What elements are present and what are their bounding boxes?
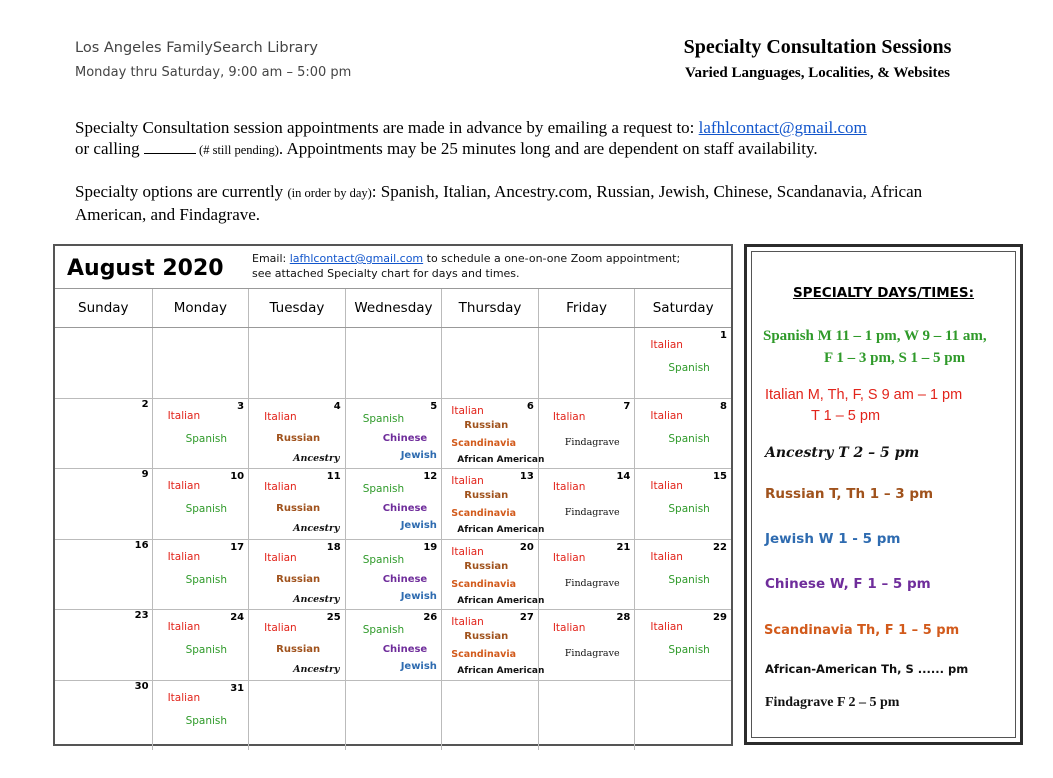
session-spanish: Spanish: [362, 624, 405, 636]
document-subtitle: Varied Languages, Localities, & Websites: [684, 65, 950, 81]
session-italian: Italian: [451, 404, 484, 417]
day-number: 27: [519, 612, 534, 623]
calendar-day-cell[interactable]: [55, 469, 152, 539]
session-scandinavia: Scandinavia: [451, 508, 516, 519]
day-number: 19: [423, 541, 438, 553]
session-spanish: Spanish: [185, 644, 228, 656]
session-italian: Italian: [167, 621, 201, 633]
session-italian: Italian: [650, 409, 683, 422]
session-ancestry: Ancestry: [293, 452, 340, 464]
intro-text-e: Specialty options are currently: [75, 182, 288, 201]
specialty-chinese: Chinese W, F 1 – 5 pm: [765, 576, 931, 592]
calendar-day-cell[interactable]: [248, 328, 345, 398]
specialty-russian: Russian T, Th 1 – 3 pm: [765, 486, 934, 502]
session-jewish: Jewish: [400, 661, 437, 672]
session-italian: Italian: [552, 481, 586, 493]
session-russian: Russian: [276, 432, 321, 444]
calendar-day-cell[interactable]: [248, 540, 345, 610]
session-spanish: Spanish: [185, 573, 228, 586]
calendar-day-cell[interactable]: [152, 399, 249, 469]
day-number: 1: [719, 330, 727, 341]
intro-text: [75, 117, 985, 225]
day-number: 23: [134, 610, 149, 621]
calendar-day-cell[interactable]: [55, 328, 152, 398]
calendar-day-cell[interactable]: [441, 681, 538, 751]
calendar-day-cell[interactable]: [248, 469, 345, 539]
session-jewish: Jewish: [400, 449, 437, 461]
calendar-day-cell[interactable]: [634, 469, 731, 539]
session-italian: Italian: [167, 550, 201, 563]
weekday-header: Tuesday: [248, 289, 345, 327]
weekday-header: Thursday: [441, 289, 538, 327]
day-number: 17: [230, 541, 245, 553]
day-number: 7: [623, 400, 631, 412]
specialty-findagrave: Findagrave F 2 – 5 pm: [765, 695, 900, 710]
session-jewish: Jewish: [400, 520, 437, 531]
calendar-day-cell[interactable]: [634, 540, 731, 610]
contact-email-link[interactable]: lafhlcontact@gmail.com: [698, 118, 867, 137]
calendar-title: August 2020: [67, 256, 224, 281]
calendar-day-cell[interactable]: [152, 469, 249, 539]
day-number: 5: [430, 400, 438, 412]
session-spanish: Spanish: [668, 362, 710, 374]
day-number: 28: [616, 612, 631, 623]
calendar-day-cell[interactable]: [634, 328, 731, 398]
calendar-note-b: to schedule a one-on-one Zoom appointment;: [423, 252, 681, 265]
session-italian: Italian: [650, 480, 683, 492]
specialty-african-american: African-American Th, S ...... pm: [765, 662, 969, 676]
calendar-day-cell[interactable]: [152, 681, 249, 751]
calendar-day-cell[interactable]: [152, 610, 249, 680]
day-number: 13: [519, 471, 534, 482]
weekday-header: Wednesday: [345, 289, 442, 327]
day-number: 29: [713, 612, 727, 623]
calendar-day-cell[interactable]: [538, 610, 635, 680]
calendar-day-cell[interactable]: [538, 399, 635, 469]
session-italian: Italian: [167, 409, 201, 422]
session-russian: Russian: [464, 560, 509, 572]
session-chinese: Chinese: [382, 644, 428, 655]
session-italian: Italian: [451, 616, 484, 628]
calendar-day-cell[interactable]: [248, 610, 345, 680]
calendar-week-row: [55, 328, 731, 399]
session-russian: Russian: [464, 419, 509, 431]
calendar-day-cell[interactable]: [441, 610, 545, 680]
specialty-spanish-line-2: F 1 – 3 pm, S 1 – 5 pm: [824, 350, 966, 366]
session-spanish: Spanish: [185, 714, 228, 727]
session-italian: Italian: [167, 691, 201, 704]
session-italian: Italian: [650, 621, 683, 633]
calendar-day-cell[interactable]: [345, 681, 442, 751]
session-ancestry: Ancestry: [293, 664, 340, 675]
intro-options-list: : Spanish, Italian, Ancestry.com, Russian, Jewish, Chinese, Scandanavia, African American, and Findagrave.: [75, 182, 923, 224]
calendar-day-cell[interactable]: [634, 681, 731, 751]
session-ancestry: Ancestry: [293, 523, 340, 534]
calendar-day-cell[interactable]: [538, 540, 635, 610]
session-chinese: Chinese: [382, 503, 428, 514]
calendar-day-cell[interactable]: [538, 328, 635, 398]
calendar-day-cell[interactable]: [55, 540, 152, 610]
day-number: 30: [134, 680, 149, 692]
intro-text-a: Specialty Consultation session appointments are made in advance by emailing a request to:: [75, 118, 699, 137]
calendar-email-link[interactable]: lafhlcontact@gmail.com: [289, 252, 424, 265]
library-hours: Monday thru Saturday, 9:00 am – 5:00 pm: [75, 65, 352, 80]
specialty-ancestry: Ancestry T 2 – 5 pm: [765, 445, 920, 461]
document-title-block: [640, 36, 995, 82]
session-italian: Italian: [650, 339, 683, 351]
weekday-header: Saturday: [634, 289, 731, 327]
calendar-day-cell[interactable]: [345, 469, 442, 539]
specialty-scandinavia: Scandinavia Th, F 1 – 5 pm: [764, 623, 960, 638]
calendar-day-cell[interactable]: [634, 399, 731, 469]
weekday-header: Friday: [538, 289, 635, 327]
session-russian: Russian: [276, 503, 321, 514]
calendar-note-c: see attached Specialty chart for days and times.: [252, 267, 520, 280]
day-number: 6: [526, 400, 534, 412]
calendar-day-cell[interactable]: [441, 328, 538, 398]
day-number: 8: [719, 400, 727, 412]
session-scandinavia: Scandinavia: [451, 578, 516, 590]
session-ancestry: Ancestry: [293, 593, 340, 605]
day-number: 24: [230, 612, 245, 623]
session-italian: Italian: [650, 550, 683, 563]
session-african-american: African American: [457, 454, 545, 465]
session-african-american: African American: [457, 525, 545, 535]
day-number: 9: [141, 469, 149, 480]
calendar-day-cell[interactable]: [55, 681, 152, 751]
session-african-american: African American: [457, 666, 545, 676]
calendar-day-cell[interactable]: [152, 540, 249, 610]
calendar-day-cell[interactable]: [345, 540, 442, 610]
session-italian: Italian: [451, 475, 484, 487]
session-spanish: Spanish: [668, 503, 710, 515]
calendar: [53, 244, 733, 746]
session-italian: Italian: [264, 551, 297, 564]
intro-text-b: or calling: [75, 139, 144, 158]
day-number: 12: [423, 471, 438, 482]
phone-blank: [144, 141, 196, 154]
calendar-day-cell[interactable]: [538, 469, 635, 539]
library-header: [75, 40, 351, 80]
session-russian: Russian: [276, 573, 321, 585]
calendar-day-cell[interactable]: [55, 399, 152, 469]
intro-order-note: (in order by day): [287, 186, 372, 200]
document-title: Specialty Consultation Sessions: [683, 36, 952, 58]
specialty-title: SPECIALTY DAYS/TIMES:: [792, 285, 975, 301]
session-italian: Italian: [552, 551, 586, 564]
session-italian: Italian: [264, 481, 297, 493]
session-italian: Italian: [552, 410, 586, 423]
calendar-week-row: [55, 540, 731, 611]
day-number: 14: [616, 471, 631, 482]
day-number: 31: [230, 682, 245, 694]
day-number: 3: [237, 400, 245, 412]
session-spanish: Spanish: [185, 432, 228, 445]
calendar-day-cell[interactable]: [538, 681, 635, 751]
day-number: 10: [230, 471, 245, 482]
session-italian: Italian: [552, 622, 586, 634]
specialty-jewish: Jewish W 1 - 5 pm: [765, 531, 901, 547]
day-number: 11: [326, 471, 341, 482]
session-spanish: Spanish: [362, 483, 405, 495]
session-chinese: Chinese: [382, 432, 428, 444]
calendar-day-cell[interactable]: [441, 540, 545, 610]
session-italian: Italian: [264, 622, 297, 634]
day-number: 16: [134, 539, 149, 551]
calendar-note-a: Email:: [252, 252, 290, 265]
day-number: 18: [326, 541, 341, 553]
session-spanish: Spanish: [185, 503, 228, 515]
session-jewish: Jewish: [400, 590, 437, 602]
intro-paragraph-1: [75, 117, 985, 161]
calendar-week-row: [55, 610, 731, 681]
specialty-italian-line-1: Italian M, Th, F, S 9 am – 1 pm: [765, 387, 963, 403]
calendar-week-row: [55, 399, 731, 470]
calendar-day-cell[interactable]: [248, 681, 345, 751]
calendar-week-row: [55, 469, 731, 540]
session-italian: Italian: [451, 545, 484, 558]
weekday-header: Sunday: [78, 300, 129, 316]
calendar-day-cell[interactable]: [248, 399, 345, 469]
calendar-week-row: [55, 681, 731, 751]
day-number: 25: [326, 612, 341, 623]
session-spanish: Spanish: [668, 432, 710, 445]
specialty-spanish-line-1: Spanish M 11 – 1 pm, W 9 – 11 am,: [763, 328, 987, 344]
session-russian: Russian: [464, 631, 509, 642]
calendar-day-cell[interactable]: [634, 610, 731, 680]
calendar-day-cell[interactable]: [152, 328, 249, 398]
session-spanish: Spanish: [668, 573, 710, 586]
session-chinese: Chinese: [382, 573, 428, 585]
day-number: 21: [616, 541, 631, 553]
specialty-panel: [744, 244, 1023, 745]
calendar-day-cell[interactable]: [345, 328, 442, 398]
session-scandinavia: Scandinavia: [451, 649, 516, 660]
calendar-day-cell[interactable]: [345, 399, 442, 469]
session-african-american: African American: [457, 595, 545, 606]
session-russian: Russian: [276, 644, 321, 655]
session-findagrave: Findagrave: [564, 507, 620, 518]
day-number: 22: [713, 541, 727, 553]
calendar-day-cell[interactable]: [345, 610, 442, 680]
specialty-panel-inner: [751, 251, 1016, 738]
weekday-header: Monday: [152, 289, 249, 327]
day-number: 26: [423, 612, 438, 623]
session-russian: Russian: [464, 490, 509, 501]
day-number: 2: [141, 398, 149, 410]
calendar-grid: [55, 288, 731, 750]
session-findagrave: Findagrave: [564, 648, 620, 659]
session-spanish: Spanish: [362, 412, 405, 425]
session-italian: Italian: [167, 480, 201, 492]
session-findagrave: Findagrave: [564, 577, 620, 589]
intro-pending-note: (# still pending): [195, 143, 279, 157]
session-spanish: Spanish: [362, 553, 405, 566]
day-number: 15: [713, 471, 727, 482]
session-spanish: Spanish: [668, 644, 710, 656]
day-number: 20: [519, 541, 534, 553]
calendar-day-cell[interactable]: [441, 469, 545, 539]
specialty-italian-line-2: T 1 – 5 pm: [811, 408, 881, 424]
calendar-day-cell[interactable]: [441, 399, 545, 469]
session-findagrave: Findagrave: [564, 436, 620, 448]
intro-text-d: . Appointments may be 25 minutes long and are dependent on staff availability.: [278, 139, 818, 158]
day-number: 4: [333, 400, 341, 412]
intro-paragraph-2: [75, 181, 985, 225]
calendar-day-cell[interactable]: [55, 610, 152, 680]
weekday-header-row: [55, 288, 731, 328]
session-italian: Italian: [264, 410, 297, 423]
session-scandinavia: Scandinavia: [451, 437, 516, 449]
library-name: Los Angeles FamilySearch Library: [75, 40, 318, 56]
calendar-note: [252, 251, 680, 281]
